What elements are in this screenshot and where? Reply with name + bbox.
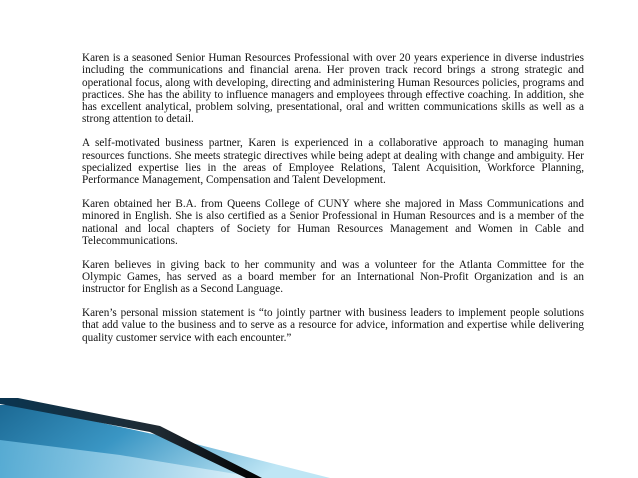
swoosh-dark-stripe <box>0 398 262 478</box>
paragraph-mission-statement: Karen’s personal mission statement is “to jointly partner with business leaders to implement people solutions that add value to the business and to serve as a resource for advice, information and expertise while delivering quality customer service with each encounter.” <box>82 307 584 344</box>
paragraph-business-partner: A self-motivated business partner, Karen is experienced in a collaborative approach to managing human resources functions. She meets strategic directives while being adept at dealing with change and ambiguity. Her specialized expertise lies in the areas of Employee Relations, Talent Acquisition, Workforce Planning, Performance Management, Compensation and Talent Development. <box>82 137 584 187</box>
paragraph-summary: Karen is a seasoned Senior Human Resources Professional with over 20 years experience in diverse industries including the communications and financial arena. Her proven track record brings a strong strategic and operational focus, along with developing, directing and administering Human Resources policies, programs and practices. She has the ability to influence managers and employees through effective coaching. In addition, she has excellent analytical, problem solving, presentational, oral and written communications skills as well as a strong attention to detail. <box>82 52 584 126</box>
swoosh-blue-band <box>0 405 330 478</box>
swoosh-light-band <box>0 440 260 478</box>
paragraph-community: Karen believes in giving back to her community and was a volunteer for the Atlanta Committee for the Olympic Games, has served as a board member for an International Non-Profit Organization and is an instructor for English as a Second Language. <box>82 258 584 296</box>
paragraph-education: Karen obtained her B.A. from Queens College of CUNY where she majored in Mass Communications and minored in English. She is also certified as a Senior Professional in Human Resources and is a member of the national and local chapters of Society for Human Resources Management and Women in Cable and Telecommunications. <box>82 197 584 247</box>
bio-text-body <box>82 52 584 355</box>
